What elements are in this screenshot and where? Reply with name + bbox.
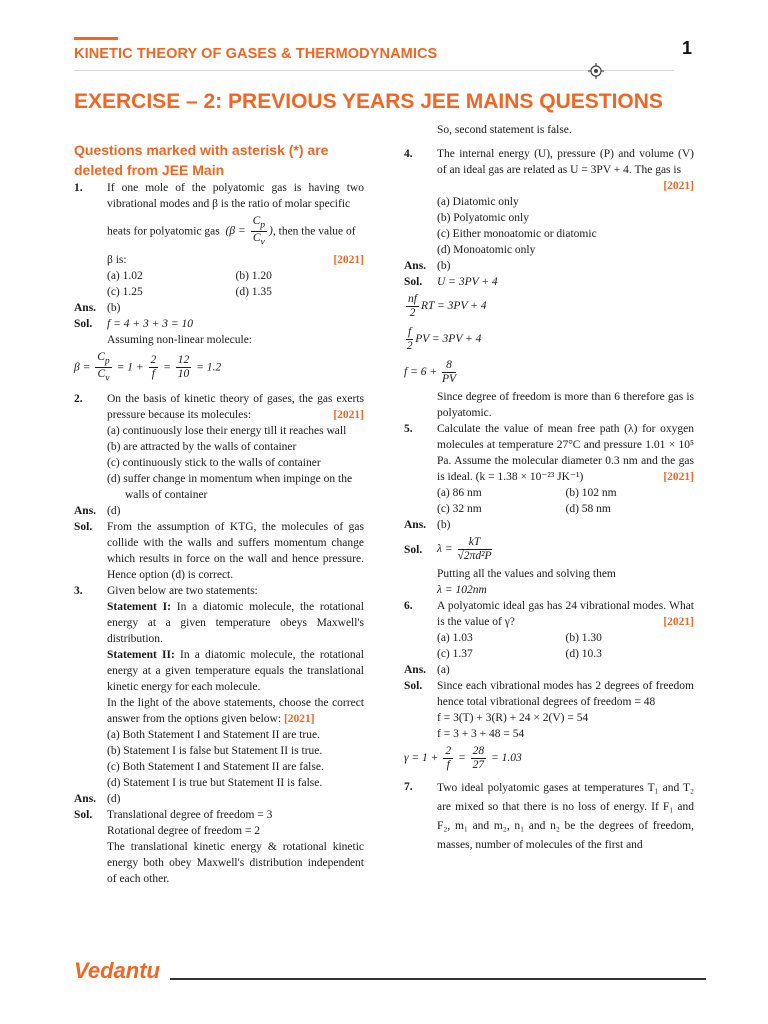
right-column: So, second statement is false. 4. The internal energy (U), pressure (P) and volume (V) of an ideal gas are related as U = 3PV + 4. The gas is [2021] (a) Diatomic only (b) Polyatomic only (c) Either monoatomic or diatomic (d) Monoatomic only Ans. (b) Sol. U = 3PV + 4 $\frac{nf}{2}$ RT = 3PV + 4 $\frac{f}{2}$ PV = 3PV + 4 f = 6 + $\frac{8}{PV}$ Since degree of freedom is more than 6 therefore gas is polyatomic. 5. Calculate the value of mean free path (λ) for oxygen molecules at temperature 27°C and pressure 1.01 × 10⁵ Pa. Assume the molecular diameter 0.3 nm and the gas is ideal. (k = 1.38 × 10⁻²³ JK⁻¹) [2021] (a) 86 nm (b) 102 nm (c) 32 nm (d) 58 nm Ans. (b) Sol. λ = $\frac{kT}{\text{√2πd²P}}$ Putting all the values and solving them λ = 102nm 6. A polyatomic ideal gas has 24 vibrational modes. What is the value of γ? [2021] (a) 1.03 (b) 1.30 (c) 1.37 (d) 10.3 Ans. (a) Sol. Since each vibrational modes has 2 degrees of freedom hence total vibrational degrees of freedom = 48 f = 3(T) + 3(R) + 24 × 2(V) = 54 f = 3 + 3 + 48 = 54 γ = 1 + $\frac{2}{f}$ = $\frac{28}{27}$ = 1.03 7. Two ideal polyatomic gases at temperatures T₁ and T₂ are mixed so that there is no loss of energy. If F₁ and F₂, m₁ and m₂, n₁ and n₂ be the degrees of freedom, masses, number of molecules of the first and bbox=[404, 122, 694, 855]
answer-4: Ans. (b) bbox=[404, 260, 451, 272]
exercise-title: EXERCISE – 2: PREVIOUS YEARS JEE MAINS QUESTIONS bbox=[74, 90, 663, 113]
asterisk-note: Questions marked with asterisk (*) are deleted from JEE Main bbox=[74, 142, 329, 178]
left-column: Questions marked with asterisk (*) are deleted from JEE Main 1. If one mole of the polyatomic gas is having two vibrational modes and β is the ratio of molar specific heats for polyatomic gas (β = $\frac{C_p}{C_v}$ ), then the value of β is: [2021] (a) 1.02 (b) 1.20 (c) 1.25 (d) 1.35 Ans. (b) Sol. f = 4 + 3 + 3 = 10 Assuming non-linear molecule: β = $\frac{C_p}{C_v}$ = 1 + $\frac{2}{f}$ = $\frac{12}{10}$ = 1.2 2. On the basis of kinetic theory of gases, the gas exerts pressure because its molecules: [2021] (a) continuously lose their energy till it reaches wall (b) are attracted by the walls of container (c) continuously stick to the walls of container (d) suffer change in momentum when impinge on the walls of container Ans. (d) Sol. From the assumption of KTG, the molecules of gas collide with the walls and suffers momentum change which results in force on the wall and hence pressure. Hence option (d) is correct. 3. Given below are two statements: Statement I: In a diatomic molecule, the rotational energy at a given temperature obeys Maxwell's distribution. Statement II: In a diatomic molecule, the rotational energy at a given temperature equals the translational kinetic energy for each molecule. In the light of the above statements, choose the correct answer from the options given below: [2021] (a) Both Statement I and Statement II are true. (b) Statement I is false but Statement II is true. (c) Both Statement I and Statement II are false. (d) Statement I is true but Statement II is false. Ans. (d) Sol. Translational degree of freedom = 3 Rotational degree of freedom = 2 The translational kinetic energy & rotational kinetic energy both obey Maxwell's distribution independent of each other. bbox=[74, 142, 364, 886]
question-6: 6. A polyatomic ideal gas has 24 vibrational modes. What is the value of γ? [2021] (a) 1.03 (b) 1.30 (c) 1.37 (d) 10.3 bbox=[404, 600, 694, 660]
question-7: 7. Two ideal polyatomic gases at temperatures T₁ and T₂ are mixed so that there is no loss of energy. If F₁ and F₂, m₁ and m₂, n₁ and n₂ be the degrees of freedom, masses, number of molecules of the first and bbox=[404, 781, 694, 851]
question-4: 4. The internal energy (U), pressure (P) and volume (V) of an ideal gas are related as U = 3PV + 4. The gas is [2021] (a) Diatomic only (b) Polyatomic only (c) Either monoatomic or diatomic (d) Monoatomic only bbox=[404, 148, 694, 256]
gamma-result-formula: γ = 1 + $\frac{2}{f}$ = $\frac{28}{27}$ = 1.03 bbox=[404, 745, 522, 771]
internal-energy-eq-2: $\frac{nf}{2}$ RT = 3PV + 4 bbox=[408, 293, 487, 319]
question-5: 5. Calculate the value of mean free path (λ) for oxygen molecules at temperature 27°C and pressure 1.01 × 10⁵ Pa. Assume the molecular diameter 0.3 nm and the gas is ideal. (k = 1.38 × 10⁻²³ JK⁻¹) [2021] (a) 86 nm (b) 102 nm (c) 32 nm (d) 58 nm bbox=[404, 423, 694, 515]
running-head: KINETIC THEORY OF GASES & THERMODYNAMICS bbox=[74, 46, 438, 62]
footer-divider bbox=[170, 978, 706, 980]
question-3: 3. Given below are two statements: Statement I: In a diatomic molecule, the rotational energy at a given temperature obeys Maxwell's distribution. Statement II: In a diatomic molecule, the rotational energy at a given temperature equals the translational kinetic energy for each molecule. In the light of the above statements, choose the correct answer from the options given below: [2021] (a) Both Statement I and Statement II are true. (b) Statement I is false but Statement II is true. (c) Both Statement I and Statement II are false. (d) Statement I is true but Statement II is false. bbox=[74, 585, 364, 790]
solution-1: Sol. f = 4 + 3 + 3 = 10 bbox=[74, 317, 193, 330]
beta-result-formula: β = $\frac{C_p}{C_v}$ = 1 + $\frac{2}{f}$ = $\frac{12}{10}$ = 1.2 bbox=[74, 350, 222, 384]
top-accent-rule bbox=[74, 37, 118, 40]
page-number: 1 bbox=[681, 38, 692, 58]
solution-5: Sol. λ = $\frac{kT}{\text{√2πd²P}}$ bbox=[404, 536, 492, 562]
answer-2: Ans. (d) bbox=[74, 505, 121, 518]
solution-6: Sol. Since each vibrational modes has 2 degrees of freedom hence total vibrational degrees of freedom = 48 bbox=[404, 680, 694, 708]
internal-energy-eq-4: f = 6 + $\frac{8}{PV}$ bbox=[404, 359, 457, 385]
answer-6: Ans. (a) bbox=[404, 664, 450, 676]
vedantu-logo: Vedantu bbox=[74, 958, 160, 983]
answer-5: Ans. (b) bbox=[404, 519, 451, 531]
internal-energy-eq-3: $\frac{f}{2}$ PV = 3PV + 4 bbox=[406, 326, 482, 352]
question-1: 1. If one mole of the polyatomic gas is having two vibrational modes and β is the ratio of molar specific heats for polyatomic gas (β = $\frac{C_p}{C_v}$ ), then the value of β is: [2021] (a) 1.02 (b) 1.20 (c) 1.25 (d) 1.35 bbox=[74, 182, 364, 298]
ornament-icon bbox=[588, 63, 604, 79]
answer-3: Ans. (d) bbox=[74, 793, 121, 806]
header-divider bbox=[74, 70, 674, 71]
question-2: 2. On the basis of kinetic theory of gases, the gas exerts pressure because its molecules: [2021] (a) continuously lose their energy till it reaches wall (b) are attracted by the walls of container (c) continuously stick to the walls of container (d) suffer change in momentum when impinge on the walls of container bbox=[74, 393, 364, 502]
answer-1: Ans. (b) bbox=[74, 301, 121, 314]
solution-4: Sol. U = 3PV + 4 bbox=[404, 276, 498, 288]
solution-3: Sol. Translational degree of freedom = 3 bbox=[74, 809, 273, 822]
beta-cp-cv-formula: (β = $\frac{C_p}{C_v}$ ) bbox=[222, 215, 273, 248]
solution-2: Sol. From the assumption of KTG, the molecules of gas collide with the walls and suffers momentum change which results in force on the wall and hence pressure. Hence option (d) is correct. bbox=[74, 521, 364, 582]
